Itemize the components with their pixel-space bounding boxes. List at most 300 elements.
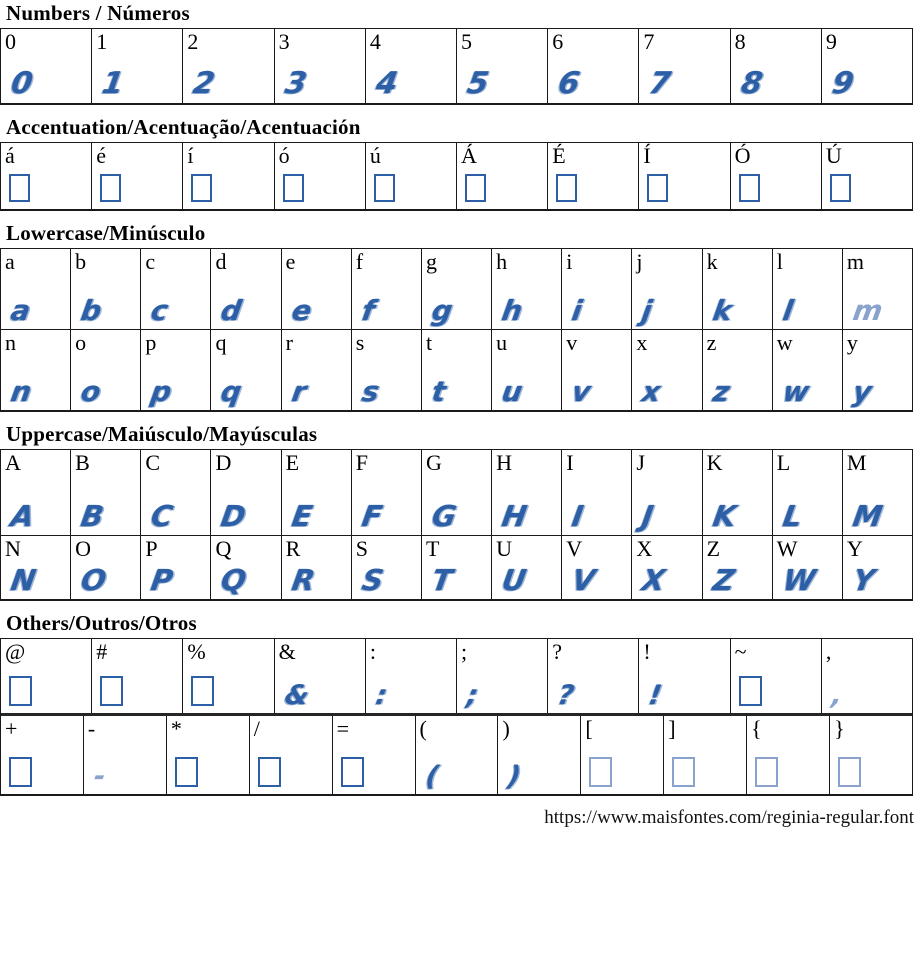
glyph-cell [772,330,842,410]
glyph-cell [1,536,70,599]
font-glyph: f [359,294,377,328]
font-glyph: c [148,294,171,328]
glyph-table [0,142,913,211]
character-label: á [5,143,15,169]
character-label: [ [585,716,593,742]
source-url-text: https://www.maisfontes.com/reginia-regular.font [544,807,914,829]
glyph-cell [332,716,415,794]
glyph-cell [702,330,772,410]
character-label: E [285,450,300,476]
font-glyph: P [148,563,176,598]
glyph-table [0,28,913,105]
missing-glyph-box [175,757,198,787]
glyph-cell [561,249,631,329]
glyph-cell [281,330,351,410]
glyph-cell [351,450,421,535]
character-label: , [825,639,832,665]
font-glyph: s [359,375,382,409]
section-title: Accentuation/Acentuação/Acentuación [6,115,361,140]
character-label: ~ [734,639,747,665]
missing-glyph-box [9,174,30,202]
character-label: 1 [96,29,108,55]
glyph-table [0,638,913,796]
font-glyph: N [8,563,39,598]
glyph-cell [842,330,912,410]
missing-glyph-box [647,174,668,202]
character-label: í [187,143,194,169]
character-label: / [253,716,260,742]
font-glyph: v [569,375,594,409]
glyph-cell [140,249,210,329]
character-label: Ó [734,143,751,169]
glyph-cell [421,249,491,329]
font-glyph: : [373,680,390,712]
glyph-cell [631,330,701,410]
character-label: 7 [643,29,655,55]
font-glyph: 6 [555,66,583,102]
glyph-cell [70,249,140,329]
character-label: N [5,536,21,562]
character-label: C [145,450,160,476]
glyph-cell [491,330,561,410]
missing-glyph-box [9,676,32,706]
font-glyph: M [850,499,885,534]
character-label: z [706,330,717,356]
character-label: l [776,249,783,275]
glyph-cell [351,330,421,410]
glyph-cell [182,639,273,713]
glyph-cell [547,639,638,713]
character-label: 0 [5,29,16,55]
glyph-cell [1,639,91,713]
font-glyph: ( [423,761,441,793]
font-glyph: d [219,294,245,328]
glyph-cell [631,249,701,329]
glyph-cell [415,716,498,794]
glyph-cell [842,450,912,535]
character-label: ó [278,143,290,169]
glyph-cell [746,716,829,794]
glyph-cell [1,249,70,329]
glyph-cell [421,450,491,535]
glyph-cell [274,143,365,209]
character-label: q [215,330,227,356]
font-glyph: C [148,499,176,534]
glyph-cell [821,143,912,209]
font-glyph: 3 [282,66,309,102]
font-glyph: l [780,294,796,328]
glyph-table-row [1,249,912,329]
font-glyph: 1 [99,66,127,102]
character-label: k [706,249,718,275]
character-label: a [5,249,15,275]
glyph-cell [166,716,249,794]
missing-glyph-box [672,757,695,787]
character-label: n [5,330,16,356]
glyph-cell [1,450,70,535]
character-label: t [425,330,433,356]
character-label: 6 [552,29,564,55]
character-label: Y [846,536,863,562]
font-glyph: ? [555,680,577,712]
font-glyph: Z [710,563,737,598]
character-label: ] [668,716,676,742]
missing-glyph-box [556,174,577,202]
character-label: ? [552,639,562,665]
character-label: Z [706,536,721,562]
glyph-cell [210,330,280,410]
font-glyph: i [569,294,585,328]
missing-glyph-box [755,757,778,787]
character-label: o [75,330,87,356]
character-label: Ú [825,143,842,169]
missing-glyph-box [100,174,121,202]
character-label: c [145,249,156,275]
font-glyph: m [850,294,885,328]
glyph-cell [842,536,912,599]
font-glyph: Y [850,563,877,598]
glyph-cell [547,143,638,209]
character-label: V [566,536,583,562]
font-glyph: p [148,375,175,409]
missing-glyph-box [283,174,304,202]
section-title: Uppercase/Maiúsculo/Mayúsculas [6,422,318,447]
font-glyph: D [219,499,249,534]
character-label: É [552,143,566,169]
character-label: i [566,249,573,275]
missing-glyph-box [739,676,762,706]
font-glyph: t [429,375,449,409]
missing-glyph-box [100,676,123,706]
character-label: j [636,249,643,275]
font-glyph: z [710,375,732,409]
section-lowercase [0,222,916,412]
character-label: W [776,536,798,562]
font-glyph: 2 [191,66,218,102]
font-glyph: g [429,294,455,328]
font-glyph: H [499,499,530,534]
section-accent [0,116,916,211]
glyph-table [0,449,913,601]
glyph-table-row [1,143,912,209]
glyph-cell [730,639,821,713]
character-label: ( [419,716,427,742]
character-label: P [145,536,158,562]
character-label: - [87,716,96,742]
font-glyph: & [282,680,311,712]
font-glyph: j [640,294,655,328]
font-glyph: ! [647,680,665,712]
glyph-cell [281,249,351,329]
glyph-cell [821,639,912,713]
character-label: L [776,450,791,476]
section-title: Numbers / Números [6,1,190,25]
character-label: ) [502,716,510,742]
glyph-cell [365,639,456,713]
missing-glyph-box [830,174,851,202]
character-label: w [776,330,793,356]
glyph-cell [730,143,821,209]
font-glyph: 4 [373,66,400,102]
glyph-cell [491,536,561,599]
section-title: Lowercase/Minúsculo [6,221,206,246]
font-glyph: h [499,294,525,328]
font-glyph: o [78,375,104,409]
font-glyph: , [829,680,845,712]
font-glyph: e [289,294,314,328]
glyph-cell [421,536,491,599]
glyph-cell [351,536,421,599]
glyph-cell [730,29,821,103]
glyph-cell [702,536,772,599]
font-glyph: B [78,499,107,534]
missing-glyph-box [589,757,612,787]
glyph-cell [365,29,456,103]
character-label: D [215,450,232,476]
font-glyph: k [710,294,735,328]
glyph-table-row [1,29,912,103]
missing-glyph-box [739,174,760,202]
character-label: 3 [278,29,290,55]
character-label: = [336,716,350,742]
character-label: } [834,716,845,742]
font-glyph: E [289,499,315,534]
font-glyph: R [289,563,318,598]
glyph-cell [210,249,280,329]
character-label: v [566,330,578,356]
glyph-table-row [1,329,912,410]
glyph-cell [580,716,663,794]
character-label: e [285,249,296,275]
glyph-cell [281,450,351,535]
character-label: B [75,450,90,476]
character-label: * [170,716,182,742]
glyph-cell [702,249,772,329]
character-label: T [425,536,440,562]
font-glyph: J [640,499,657,534]
character-label: g [425,249,437,275]
font-glyph: 0 [8,66,36,102]
font-glyph: V [569,563,598,598]
glyph-cell [631,536,701,599]
font-glyph: - [91,761,108,793]
character-label: U [496,536,512,562]
glyph-cell [772,249,842,329]
character-label: b [75,249,87,275]
font-glyph: n [8,375,34,409]
font-glyph: X [640,563,668,598]
glyph-cell [140,330,210,410]
missing-glyph-box [341,757,364,787]
font-glyph: b [78,294,105,328]
glyph-cell [249,716,332,794]
character-label: J [636,450,645,476]
missing-glyph-box [838,757,861,787]
glyph-cell [1,716,83,794]
glyph-cell [638,639,729,713]
font-glyph: W [780,563,818,598]
font-glyph: L [780,499,805,534]
glyph-table [0,248,913,412]
glyph-table-row [1,639,912,713]
character-label: R [285,536,301,562]
character-label: + [5,716,18,742]
character-label: # [96,639,108,665]
character-label: é [96,143,106,169]
glyph-cell [70,330,140,410]
character-label: { [751,716,762,742]
font-glyph: q [219,375,245,409]
character-label: ! [643,639,651,665]
font-glyph: 5 [464,66,492,102]
character-label: ú [369,143,381,169]
glyph-cell [638,29,729,103]
glyph-cell [561,450,631,535]
glyph-cell [281,536,351,599]
font-glyph: F [359,499,385,534]
glyph-cell [631,450,701,535]
character-label: O [75,536,92,562]
section-numbers [0,2,916,105]
character-label: Í [643,143,651,169]
character-label: X [636,536,653,562]
glyph-cell [842,249,912,329]
glyph-cell [274,29,365,103]
character-label: f [355,249,364,275]
glyph-cell [829,716,912,794]
glyph-table-row [1,713,912,794]
character-label: ; [461,639,468,665]
missing-glyph-box [258,757,281,787]
glyph-cell [772,536,842,599]
character-label: : [369,639,376,665]
glyph-cell [182,29,273,103]
glyph-cell [91,143,182,209]
glyph-cell [365,143,456,209]
character-label: K [706,450,723,476]
glyph-cell [663,716,746,794]
section-uppercase [0,423,916,601]
glyph-cell [182,143,273,209]
font-glyph: a [8,294,33,328]
glyph-cell [702,450,772,535]
character-label: Q [215,536,232,562]
character-label: 4 [369,29,381,55]
font-glyph: x [640,375,664,409]
character-label: 2 [187,29,199,55]
glyph-cell [497,716,580,794]
glyph-cell [456,639,547,713]
glyph-cell [561,536,631,599]
character-label: 5 [461,29,473,55]
character-label: d [215,249,227,275]
glyph-table-row [1,535,912,599]
glyph-cell [140,536,210,599]
font-glyph: T [429,563,455,598]
font-glyph: 9 [829,66,856,102]
glyph-cell [274,639,365,713]
glyph-cell [491,249,561,329]
character-label: 9 [825,29,837,55]
font-glyph: Q [219,563,250,598]
character-label: 8 [734,29,746,55]
missing-glyph-box [191,174,212,202]
character-label: A [5,450,21,476]
glyph-cell [91,29,182,103]
font-glyph: U [499,563,529,598]
missing-glyph-box [191,676,214,706]
character-label: G [425,450,442,476]
glyph-cell [70,536,140,599]
character-label: x [636,330,648,356]
glyph-cell [491,450,561,535]
font-glyph: ; [464,680,481,712]
missing-glyph-box [465,174,486,202]
glyph-cell [83,716,166,794]
glyph-cell [91,639,182,713]
glyph-cell [70,450,140,535]
character-label: u [496,330,508,356]
glyph-cell [1,330,70,410]
character-label: F [355,450,369,476]
character-label: p [145,330,157,356]
section-others [0,612,916,796]
character-label: H [496,450,512,476]
font-glyph: 8 [738,66,765,102]
font-glyph: 7 [647,66,674,102]
character-label: M [846,450,867,476]
character-label: h [496,249,508,275]
font-glyph: r [289,375,309,409]
section-title: Others/Outros/Otros [6,611,197,636]
missing-glyph-box [9,757,32,787]
specimen-sections [0,2,916,796]
character-label: I [566,450,574,476]
font-glyph: G [429,499,459,534]
character-label: S [355,536,369,562]
glyph-cell [456,29,547,103]
font-glyph: ) [506,761,524,793]
font-glyph: w [780,375,812,409]
glyph-cell [561,330,631,410]
glyph-cell [1,29,91,103]
glyph-cell [547,29,638,103]
character-label: @ [5,639,26,665]
character-label: s [355,330,365,356]
font-glyph: y [850,375,875,409]
font-glyph: A [8,499,37,534]
character-label: m [846,249,864,275]
glyph-table-row [1,450,912,535]
glyph-cell [456,143,547,209]
glyph-cell [638,143,729,209]
glyph-cell [772,450,842,535]
character-label: r [285,330,293,356]
font-glyph: u [499,375,525,409]
font-glyph: O [78,563,109,598]
glyph-cell [140,450,210,535]
glyph-cell [210,450,280,535]
glyph-cell [1,143,91,209]
missing-glyph-box [374,174,395,202]
character-label: Á [461,143,477,169]
glyph-cell [821,29,912,103]
character-label: y [846,330,858,356]
glyph-cell [351,249,421,329]
glyph-cell [210,536,280,599]
font-glyph: S [359,563,386,598]
font-glyph: I [569,499,587,534]
